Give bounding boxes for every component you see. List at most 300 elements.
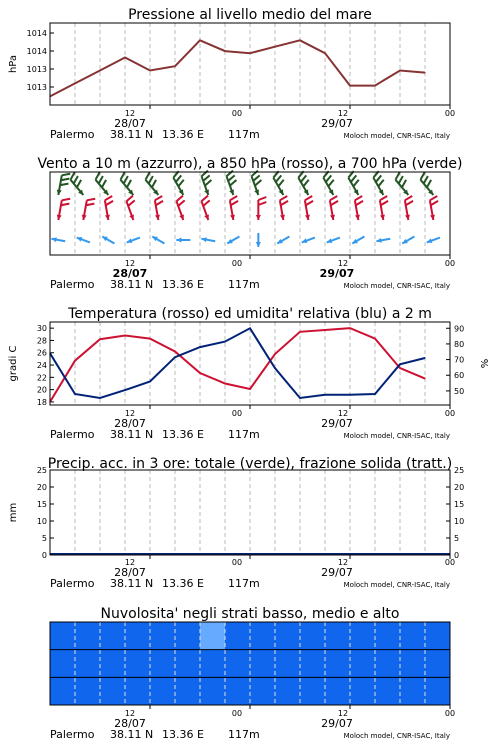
cloud-cell — [325, 650, 350, 678]
cloud-cell — [300, 622, 325, 650]
cloud-cell — [225, 622, 250, 650]
cloud-cell — [75, 650, 100, 678]
time-tick-label: 12 — [124, 259, 136, 268]
wind-arrow-10m — [352, 237, 364, 244]
wind-barb — [126, 196, 134, 220]
location-lon: 13.36 E — [162, 728, 204, 741]
data-point — [99, 70, 100, 71]
wind-barb — [305, 196, 313, 220]
barb-feather — [149, 176, 153, 183]
wind-arrow-10m — [427, 238, 440, 243]
barb-feather — [326, 175, 331, 182]
series-line — [50, 40, 425, 96]
data-point — [374, 85, 375, 86]
barb-feather — [330, 196, 337, 200]
data-point — [349, 328, 350, 329]
location-city: Palermo — [50, 728, 95, 741]
data-point — [399, 364, 400, 365]
wind-barb — [430, 196, 438, 220]
cloud-cell — [300, 677, 325, 705]
y-tick-label: 26 — [36, 348, 47, 358]
date-label: 29/07 — [319, 267, 355, 280]
wind-barb — [201, 196, 209, 220]
data-point — [324, 53, 325, 54]
location-elev: 117m — [228, 128, 260, 141]
cloud-cell — [275, 622, 300, 650]
cloud-cell — [150, 650, 175, 678]
y-axis-label: mm — [8, 502, 19, 523]
wind-barb — [323, 171, 333, 195]
barb-feather — [402, 180, 406, 187]
wind-arrow-10m — [302, 238, 315, 243]
time-tick-label: 00 — [231, 109, 243, 118]
barb-feather — [203, 200, 209, 206]
panel-title: Precip. acc. in 3 ore: totale (verde), frazione solida (tratt.) — [47, 456, 453, 472]
location-lat: 38.11 N — [110, 428, 154, 441]
wind-barb — [120, 172, 133, 195]
barb-feather — [328, 180, 333, 187]
wind-barb — [355, 196, 363, 220]
data-point — [299, 40, 300, 41]
y-tick-label: 24 — [36, 361, 47, 371]
barb-feather — [399, 176, 403, 183]
wind-arrow-10m — [176, 238, 190, 243]
barb-feather — [230, 180, 236, 186]
y2-tick-label: 15 — [454, 500, 465, 509]
wind-barb — [395, 172, 408, 195]
data-point — [199, 372, 200, 373]
data-point — [249, 53, 250, 54]
data-point — [324, 329, 325, 330]
model-credit: Moloch model, CNR-ISAC, Italy — [343, 282, 450, 290]
data-point — [424, 357, 425, 358]
y2-tick-label: 25 — [454, 466, 465, 475]
date-label: 29/07 — [321, 417, 353, 430]
barb-feather — [127, 180, 131, 187]
y2-tick-label: 10 — [454, 517, 465, 526]
data-point — [299, 331, 300, 332]
y-tick-label: 5 — [41, 534, 47, 543]
barb-head — [256, 215, 261, 220]
date-label: 29/07 — [321, 717, 353, 730]
barb-feather — [424, 176, 428, 183]
panel-pressure — [8, 7, 455, 141]
barb-feather — [430, 196, 437, 200]
cloud-cell — [300, 650, 325, 678]
date-label: 28/07 — [114, 117, 146, 130]
y-tick-label: 1014 — [26, 29, 47, 38]
barb-feather — [61, 204, 69, 206]
barb-feather — [276, 175, 281, 182]
barb-feather — [351, 175, 356, 182]
data-point — [174, 66, 175, 67]
barb-feather — [62, 199, 70, 201]
data-point — [224, 50, 225, 51]
panel-cloud-cover — [50, 606, 455, 741]
y2-tick-label: 0 — [454, 551, 460, 560]
cloud-cell — [250, 677, 275, 705]
y-tick-label: 22 — [36, 373, 47, 383]
wind-barb — [405, 196, 413, 220]
data-point — [149, 338, 150, 339]
barb-feather — [306, 201, 313, 205]
date-label: 28/07 — [112, 267, 148, 280]
cloud-cell — [375, 622, 400, 650]
wind-arrow-10m — [127, 238, 140, 243]
panel-title: Pressione al livello medio del mare — [128, 7, 372, 23]
time-tick-label: 00 — [231, 409, 243, 418]
barb-feather — [62, 174, 70, 176]
date-label: 28/07 — [114, 417, 146, 430]
data-point — [349, 85, 350, 86]
wind-barb — [380, 196, 388, 220]
barb-feather — [431, 201, 438, 205]
data-point — [99, 397, 100, 398]
data-point — [399, 70, 400, 71]
cloud-cell — [200, 622, 225, 650]
y2-tick-label: 20 — [454, 483, 465, 492]
cloud-cell — [100, 650, 125, 678]
cloud-cell — [350, 650, 375, 678]
wind-barb — [82, 199, 95, 220]
barb-feather — [176, 196, 182, 202]
data-point — [399, 368, 400, 369]
barb-feather — [301, 175, 306, 182]
barb-feather — [99, 176, 103, 183]
data-point — [274, 353, 275, 354]
cloud-cell — [50, 677, 75, 705]
y-tick-label: 18 — [36, 397, 47, 407]
time-tick-label: 12 — [337, 259, 349, 268]
y-axis-label: gradi C — [8, 345, 19, 382]
location-city: Palermo — [50, 577, 95, 590]
wind-barb — [226, 171, 236, 195]
barb-feather — [178, 180, 183, 187]
cloud-cell — [425, 677, 450, 705]
barb-feather — [381, 201, 388, 205]
location-lat: 38.11 N — [110, 278, 154, 291]
wind-barb — [95, 172, 108, 195]
cloud-cell — [125, 650, 150, 678]
barb-feather — [258, 202, 266, 205]
barb-feather — [380, 196, 387, 200]
wind-arrow-10m — [277, 237, 289, 244]
location-lat: 38.11 N — [110, 577, 154, 590]
barb-feather — [258, 197, 266, 200]
data-point — [374, 393, 375, 394]
cloud-cell — [275, 650, 300, 678]
cloud-cell — [100, 622, 125, 650]
barb-feather — [355, 196, 362, 200]
barb-feather — [176, 175, 181, 182]
model-credit: Moloch model, CNR-ISAC, Italy — [343, 581, 450, 589]
wind-arrow-10m — [51, 237, 65, 242]
barb-feather — [427, 180, 431, 187]
panel-title: Vento a 10 m (azzurro), a 850 hPa (rosso), a 700 hPa (verde) — [37, 156, 463, 172]
barb-feather — [178, 200, 184, 206]
cloud-cell — [100, 677, 125, 705]
date-label: 28/07 — [114, 566, 146, 579]
wind-barb — [273, 171, 283, 195]
cloud-cell — [175, 650, 200, 678]
arrow-head — [176, 238, 181, 243]
wind-barb — [330, 196, 338, 220]
data-point — [299, 397, 300, 398]
data-point — [349, 394, 350, 395]
wind-barb — [280, 196, 288, 220]
cloud-cell — [175, 622, 200, 650]
cloud-cell — [400, 677, 425, 705]
barb-feather — [128, 200, 134, 206]
wind-arrow-10m — [256, 233, 261, 247]
barb-feather — [405, 196, 412, 200]
location-elev: 117m — [228, 728, 260, 741]
cloud-cell — [150, 677, 175, 705]
cloud-cell — [425, 650, 450, 678]
wind-barb — [230, 196, 238, 220]
cloud-cell — [400, 650, 425, 678]
cloud-cell — [325, 622, 350, 650]
data-point — [274, 368, 275, 369]
barb-feather — [305, 196, 312, 200]
barb-feather — [331, 201, 338, 205]
cloud-cell — [400, 622, 425, 650]
barb-feather — [74, 176, 78, 183]
data-point — [374, 338, 375, 339]
y-tick-label: 1013 — [26, 65, 47, 74]
time-tick-label: 12 — [124, 709, 136, 718]
y-tick-label: 30 — [36, 324, 47, 334]
data-point — [249, 388, 250, 389]
wind-arrow-10m — [402, 237, 414, 244]
barb-feather — [126, 196, 132, 202]
location-elev: 117m — [228, 428, 260, 441]
location-city: Palermo — [50, 278, 95, 291]
barb-feather — [231, 201, 238, 205]
wind-barb — [105, 196, 113, 220]
wind-barb — [256, 197, 267, 220]
date-label: 29/07 — [321, 566, 353, 579]
barb-feather — [155, 196, 162, 200]
barb-feather — [156, 201, 163, 205]
location-elev: 117m — [228, 278, 260, 291]
data-point — [74, 393, 75, 394]
location-city: Palermo — [50, 128, 95, 141]
data-point — [249, 328, 250, 329]
cloud-cell — [250, 622, 275, 650]
model-credit: Moloch model, CNR-ISAC, Italy — [343, 732, 450, 740]
cloud-cell — [375, 650, 400, 678]
barb-feather — [280, 196, 287, 200]
time-tick-label: 12 — [337, 709, 349, 718]
wind-arrow-10m — [327, 238, 340, 243]
barb-feather — [420, 172, 424, 179]
location-city: Palermo — [50, 428, 95, 441]
data-point — [74, 83, 75, 84]
time-tick-label: 00 — [444, 709, 456, 718]
data-point — [199, 40, 200, 41]
y-tick-label: 0 — [41, 551, 47, 560]
barb-feather — [201, 196, 207, 202]
barb-feather — [106, 201, 113, 205]
time-tick-label: 12 — [337, 558, 349, 567]
location-elev: 117m — [228, 577, 260, 590]
time-tick-label: 12 — [124, 409, 136, 418]
cloud-cell — [375, 677, 400, 705]
cloud-cell — [350, 622, 375, 650]
y-tick-label: 20 — [36, 385, 47, 395]
barb-feather — [152, 180, 156, 187]
time-tick-label: 00 — [231, 558, 243, 567]
barb-feather — [120, 172, 124, 179]
barb-feather — [95, 172, 99, 179]
barb-feather — [70, 172, 74, 179]
time-tick-label: 00 — [444, 409, 456, 418]
barb-feather — [255, 180, 261, 186]
cloud-cell — [125, 677, 150, 705]
data-point — [74, 360, 75, 361]
y-tick-label: 1013 — [26, 83, 47, 92]
data-point — [124, 57, 125, 58]
wind-barb — [145, 172, 158, 195]
wind-barb — [420, 172, 433, 195]
time-tick-label: 00 — [444, 259, 456, 268]
barb-feather — [102, 180, 106, 187]
panel-precipitation — [8, 456, 464, 590]
y-tick-label: 28 — [36, 336, 47, 346]
data-point — [124, 335, 125, 336]
y2-tick-label: 50 — [454, 386, 465, 396]
cloud-cell — [175, 677, 200, 705]
y-tick-label: 25 — [36, 466, 47, 475]
y2-tick-label: 90 — [454, 324, 465, 334]
barb-feather — [228, 175, 234, 181]
cloud-cell — [250, 650, 275, 678]
wind-arrow-10m — [102, 237, 114, 244]
cloud-cell — [200, 650, 225, 678]
location-lon: 13.36 E — [162, 278, 204, 291]
location-lon: 13.36 E — [162, 128, 204, 141]
wind-barb — [70, 172, 83, 195]
panel-title: Temperatura (rosso) ed umidita' relativa (blu) a 2 m — [68, 306, 432, 322]
location-lat: 38.11 N — [110, 728, 154, 741]
data-point — [424, 378, 425, 379]
wind-arrow-10m — [152, 237, 164, 244]
wind-barb — [155, 196, 163, 220]
y-tick-label: 1014 — [26, 47, 47, 56]
y2-axis-label: % — [480, 358, 491, 369]
time-tick-label: 00 — [444, 109, 456, 118]
date-label: 29/07 — [321, 117, 353, 130]
plot-border — [50, 23, 450, 105]
location-lat: 38.11 N — [110, 128, 154, 141]
cloud-cell — [50, 650, 75, 678]
time-tick-label: 12 — [124, 558, 136, 567]
time-tick-label: 12 — [337, 409, 349, 418]
barb-feather — [77, 180, 81, 187]
arrow-head — [256, 242, 261, 247]
data-point — [174, 351, 175, 352]
model-credit: Moloch model, CNR-ISAC, Italy — [343, 432, 450, 440]
data-point — [199, 346, 200, 347]
time-tick-label: 12 — [337, 109, 349, 118]
wind-barb — [201, 171, 211, 195]
barb-feather — [406, 201, 413, 205]
data-point — [224, 383, 225, 384]
time-tick-label: 00 — [444, 558, 456, 567]
wind-barb — [173, 171, 183, 195]
time-tick-label: 12 — [124, 109, 136, 118]
barb-feather — [105, 196, 112, 200]
date-label: 28/07 — [114, 717, 146, 730]
data-point — [149, 70, 150, 71]
barb-feather — [281, 201, 288, 205]
barb-feather — [376, 175, 381, 182]
time-tick-label: 00 — [231, 709, 243, 718]
barb-feather — [278, 180, 283, 187]
time-tick-label: 00 — [231, 259, 243, 268]
wind-barb — [348, 171, 358, 195]
cloud-cell — [75, 622, 100, 650]
panel-wind — [37, 156, 462, 291]
wind-barb — [57, 199, 70, 220]
cloud-cell — [275, 677, 300, 705]
data-point — [274, 46, 275, 47]
barb-feather — [124, 176, 128, 183]
y-axis-label: hPa — [8, 54, 19, 74]
panel-title: Nuvolosita' negli strati basso, medio e alto — [100, 606, 400, 622]
wind-barb — [298, 171, 308, 195]
wind-arrow-10m — [227, 237, 239, 244]
y2-tick-label: 5 — [454, 534, 460, 543]
barb-feather — [87, 199, 95, 201]
barb-feather — [60, 184, 68, 186]
y2-tick-label: 60 — [454, 371, 465, 381]
data-point — [174, 357, 175, 358]
data-point — [99, 339, 100, 340]
location-lon: 13.36 E — [162, 577, 204, 590]
barb-feather — [203, 175, 209, 181]
barb-feather — [230, 196, 237, 200]
panel-temperature-humidity — [8, 306, 491, 441]
wind-barb — [176, 196, 184, 220]
cloud-cell — [325, 677, 350, 705]
barb-feather — [205, 180, 211, 186]
cloud-cell — [350, 677, 375, 705]
barb-feather — [86, 204, 94, 206]
cloud-cell — [150, 622, 175, 650]
series-line — [50, 328, 425, 402]
cloud-cell — [75, 677, 100, 705]
data-point — [149, 381, 150, 382]
model-credit: Moloch model, CNR-ISAC, Italy — [343, 132, 450, 140]
data-point — [424, 72, 425, 73]
data-point — [224, 341, 225, 342]
data-point — [324, 394, 325, 395]
wind-arrow-10m — [201, 237, 215, 242]
y2-tick-label: 80 — [454, 339, 465, 349]
barb-feather — [395, 172, 399, 179]
y-tick-label: 10 — [36, 517, 47, 526]
barb-feather — [356, 201, 363, 205]
location-lon: 13.36 E — [162, 428, 204, 441]
cloud-cell — [200, 677, 225, 705]
wind-barb — [57, 174, 70, 195]
wind-arrow-10m — [77, 237, 90, 242]
cloud-cell — [50, 622, 75, 650]
y-tick-label: 20 — [36, 483, 47, 492]
wind-barb — [251, 171, 261, 195]
